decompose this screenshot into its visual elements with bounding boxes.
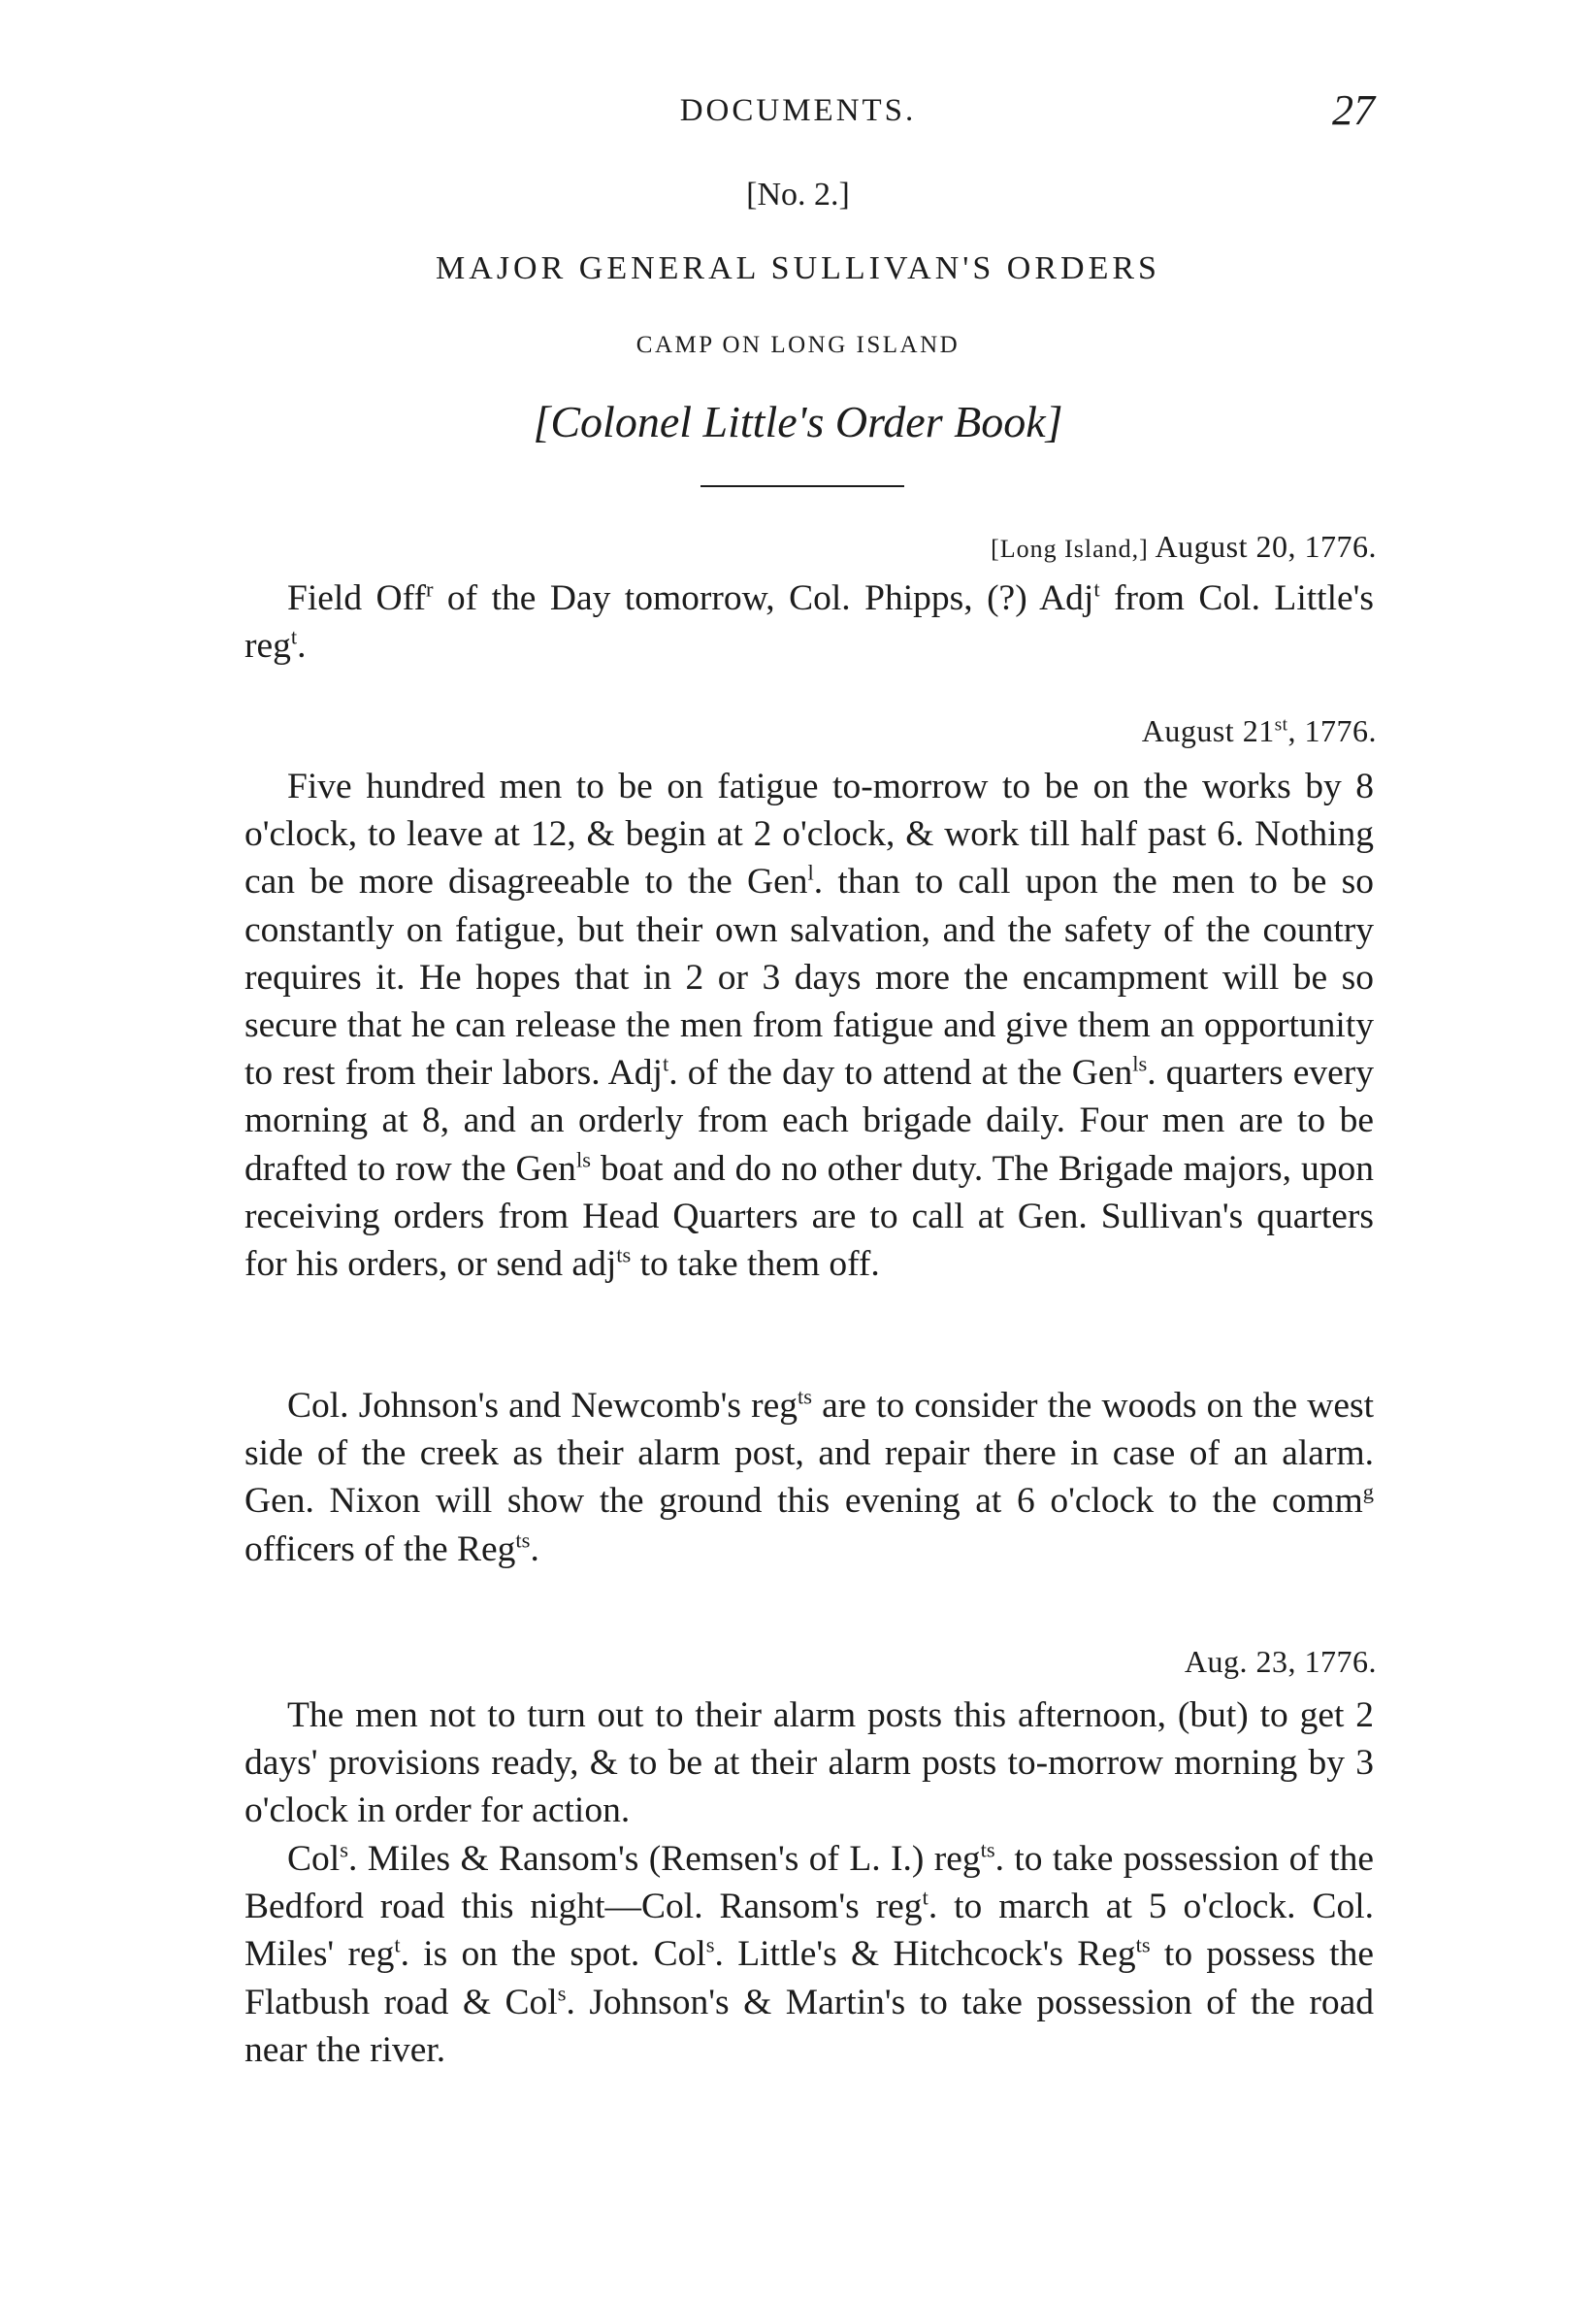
text-run: , 1776. bbox=[1287, 713, 1377, 748]
text-run: from Col. Little's reg bbox=[244, 578, 1374, 667]
text-run: . to take possession of the Bedford road this night—Col. Ransom's reg bbox=[244, 1839, 1374, 1927]
superscript: t bbox=[290, 624, 298, 649]
document-source: [Colonel Little's Order Book] bbox=[533, 397, 1063, 446]
superscript: t bbox=[662, 1051, 669, 1076]
superscript: r bbox=[425, 576, 434, 602]
text-run: boat and do no other duty. The Brigade majors, upon receiving orders from Head Quarters are to call at Gen. Sullivan's quarters for his orders, or send adj bbox=[244, 1148, 1374, 1285]
paragraph-aug23-1: The men not to turn out to their alarm posts this afternoon, (but) to get 2 days' provisions ready, & to be at their alarm posts to-morrow morning by 3 o'clock in order for action. bbox=[244, 1695, 1374, 1831]
superscript: st bbox=[1274, 714, 1288, 736]
superscript: s bbox=[557, 1981, 567, 2006]
paragraph-aug21-1 bbox=[244, 763, 1374, 1288]
text-run: . than to call upon the men to be so constantly on fatigue, but their own salvation, and the safety of the country requires it. He hopes that in 2 or 3 days more the encampment will be so secure that he can release the men from fatigue and give them an opportunity to rest from their labors. Adj bbox=[244, 862, 1374, 1094]
text-run: . Little's & Hitchcock's Reg bbox=[714, 1934, 1136, 1975]
superscript: ts bbox=[515, 1527, 531, 1553]
superscript: t bbox=[394, 1932, 401, 1957]
superscript: l bbox=[807, 860, 814, 885]
text-run: . is on the spot. Col bbox=[400, 1934, 706, 1975]
text-run: to possess the Flatbush road & Col bbox=[244, 1934, 1374, 2022]
dateline-place: [Long Island,] bbox=[991, 535, 1149, 563]
text-run: are to consider the woods on the west side of the creek as their alarm post, and repair there in case of an alarm. Gen. Nixon will show the ground this evening at 6 o'clock to the comm bbox=[244, 1386, 1374, 1522]
superscript: t bbox=[922, 1885, 928, 1910]
dateline-aug20 bbox=[991, 529, 1377, 565]
superscript: ls bbox=[575, 1147, 591, 1172]
text-run: . bbox=[530, 1528, 539, 1569]
dateline-aug23: Aug. 23, 1776. bbox=[1184, 1644, 1377, 1679]
superscript: ts bbox=[797, 1384, 812, 1409]
dateline-aug21 bbox=[1142, 713, 1377, 749]
text-run: . Miles & Ransom's (Remsen's of L. I.) reg bbox=[347, 1839, 981, 1879]
divider-rule bbox=[700, 485, 904, 487]
text-run: of the Day tomorrow, Col. Phipps, (?) Adj bbox=[433, 578, 1094, 618]
superscript: s bbox=[340, 1837, 348, 1862]
text-run: Col bbox=[287, 1839, 341, 1879]
document-subtitle: CAMP ON LONG ISLAND bbox=[635, 332, 961, 358]
superscript: ls bbox=[1132, 1051, 1148, 1076]
text-run: Col. Johnson's and Newcomb's reg bbox=[287, 1386, 798, 1426]
text-run: . Johnson's & Martin's to take possession of the road near the river. bbox=[244, 1982, 1374, 2070]
document-number: [No. 2.] bbox=[746, 177, 850, 213]
superscript: t bbox=[1093, 576, 1100, 602]
superscript: g bbox=[1362, 1479, 1374, 1504]
text-run: . bbox=[297, 626, 307, 667]
text-run: to take them off. bbox=[631, 1244, 880, 1285]
text-run: . of the day to attend at the Gen bbox=[668, 1053, 1133, 1094]
paragraph-aug23-2 bbox=[244, 1835, 1374, 2074]
text-run: Field Off bbox=[287, 578, 426, 618]
dateline-date: August 20, 1776. bbox=[1155, 529, 1377, 564]
superscript: ts bbox=[1135, 1932, 1151, 1957]
text-run: Five hundred men to be on fatigue to-morrow to be on the works by 8 o'clock, to leave at 12, & begin at 2 o'clock, & work till half past 6. Nothing can be more disagreeable to the Gen bbox=[244, 767, 1374, 903]
running-head: DOCUMENTS. bbox=[679, 93, 917, 128]
page-number: 27 bbox=[1332, 86, 1375, 134]
text-run: August 21 bbox=[1141, 713, 1275, 748]
text-run: . to march at 5 o'clock. Col. Miles' reg bbox=[244, 1887, 1374, 1975]
text-run: officers of the Reg bbox=[244, 1528, 516, 1569]
text-run: . quarters every morning at 8, and an orderly from each brigade daily. Four men are to be drafted to row the Gen bbox=[244, 1053, 1374, 1189]
paragraph-aug20 bbox=[244, 575, 1374, 670]
superscript: ts bbox=[980, 1837, 995, 1862]
superscript: s bbox=[705, 1932, 715, 1957]
document-title: MAJOR GENERAL SULLIVAN'S ORDERS bbox=[436, 250, 1160, 286]
paragraph-aug21-2 bbox=[244, 1382, 1374, 1573]
superscript: ts bbox=[616, 1242, 632, 1267]
